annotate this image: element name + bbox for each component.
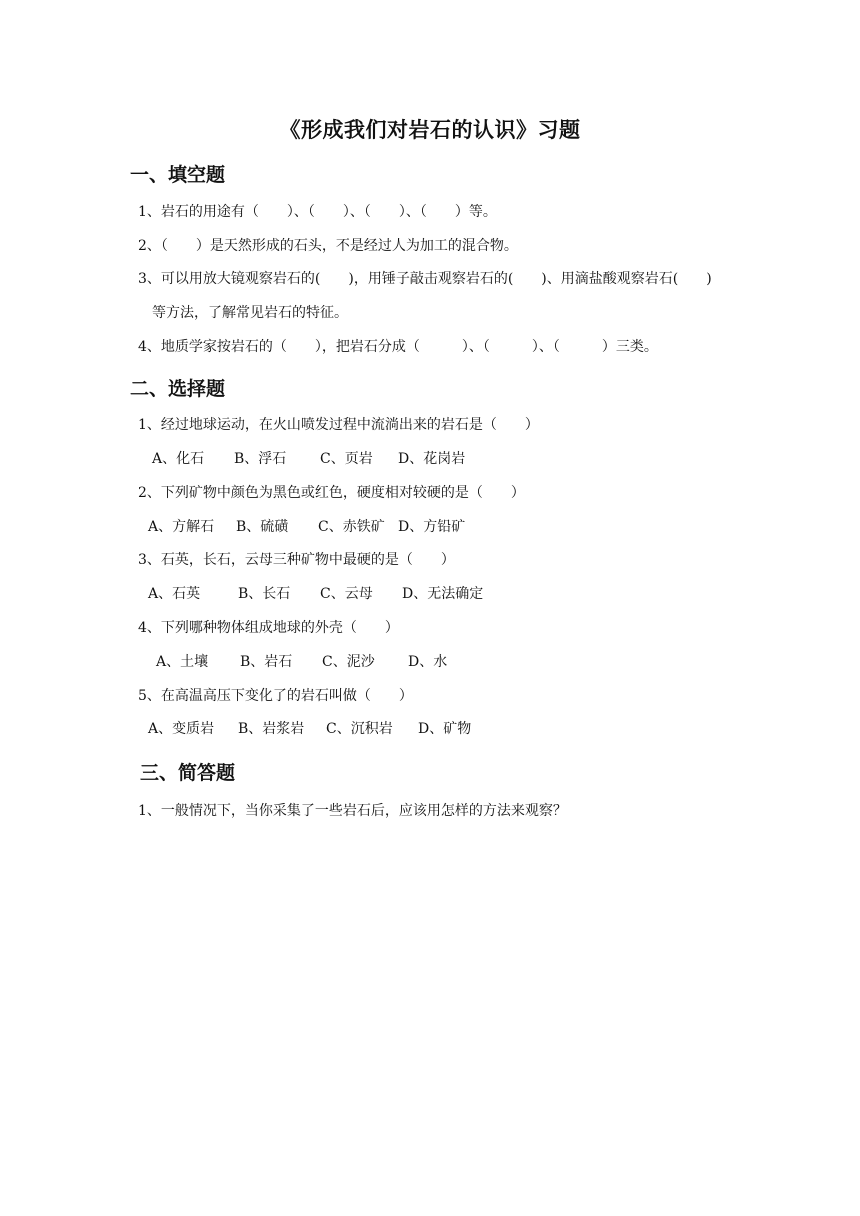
fill-question-4: 4、地质学家按岩石的（ ），把岩石分成（ ）、（ ）、（ ）三类。 xyxy=(138,339,658,355)
choice-options-5 xyxy=(148,720,471,738)
option-c: C、页岩 xyxy=(320,451,373,467)
choice-options-2 xyxy=(148,518,465,536)
fill-question-1: 1、岩石的用途有（ ）、（ ）、（ ）、（ ）等。 xyxy=(138,204,497,220)
page-title: 《形成我们对岩石的认识》习题 xyxy=(279,117,581,142)
choice-question-2: 2、下列矿物中颜色为黑色或红色，硬度相对较硬的是（ ） xyxy=(138,485,525,501)
option-c: C、沉积岩 xyxy=(326,721,393,737)
option-a: A、化石 xyxy=(152,451,205,467)
choice-options-3 xyxy=(148,585,483,603)
option-a: A、土壤 xyxy=(156,654,209,670)
option-d: D、无法确定 xyxy=(402,586,484,602)
option-d: D、矿物 xyxy=(418,721,472,737)
option-c: C、云母 xyxy=(320,586,373,602)
option-a: A、变质岩 xyxy=(148,721,215,737)
fill-question-3: 3、可以用放大镜观察岩石的( )，用锤子敲击观察岩石的( )、用滴盐酸观察岩石( ) xyxy=(138,271,712,287)
choice-options-1 xyxy=(152,450,465,468)
section-heading-fill-in: 一、填空题 xyxy=(130,164,226,186)
option-d: D、方铅矿 xyxy=(398,519,466,535)
option-c: C、赤铁矿 xyxy=(318,519,385,535)
section-heading-short-answer: 三、简答题 xyxy=(140,762,236,784)
fill-question-2: 2、（ ）是天然形成的石头，不是经过人为加工的混合物。 xyxy=(138,238,518,254)
option-d: D、水 xyxy=(408,654,448,670)
short-answer-question-1: 1、一般情况下，当你采集了一些岩石后，应该用怎样的方法来观察？ xyxy=(138,803,567,819)
option-d: D、花岗岩 xyxy=(398,451,466,467)
option-b: B、浮石 xyxy=(234,451,287,467)
choice-question-4: 4、下列哪种物体组成地球的外壳（ ） xyxy=(138,620,399,636)
option-b: B、硫磺 xyxy=(236,519,289,535)
option-a: A、方解石 xyxy=(148,519,215,535)
section-heading-choice: 二、选择题 xyxy=(130,378,226,400)
choice-question-3: 3、石英，长石，云母三种矿物中最硬的是（ ） xyxy=(138,552,455,568)
choice-options-4 xyxy=(156,653,447,671)
choice-question-1: 1、经过地球运动，在火山喷发过程中流淌出来的岩石是（ ） xyxy=(138,417,539,433)
option-c: C、泥沙 xyxy=(322,654,375,670)
option-b: B、岩石 xyxy=(240,654,293,670)
option-b: B、长石 xyxy=(238,586,291,602)
choice-question-5: 5、在高温高压下变化了的岩石叫做（ ） xyxy=(138,688,413,704)
fill-question-3-continued: 等方法，了解常见岩石的特征。 xyxy=(152,305,348,321)
option-a: A、石英 xyxy=(148,586,201,602)
option-b: B、岩浆岩 xyxy=(238,721,305,737)
